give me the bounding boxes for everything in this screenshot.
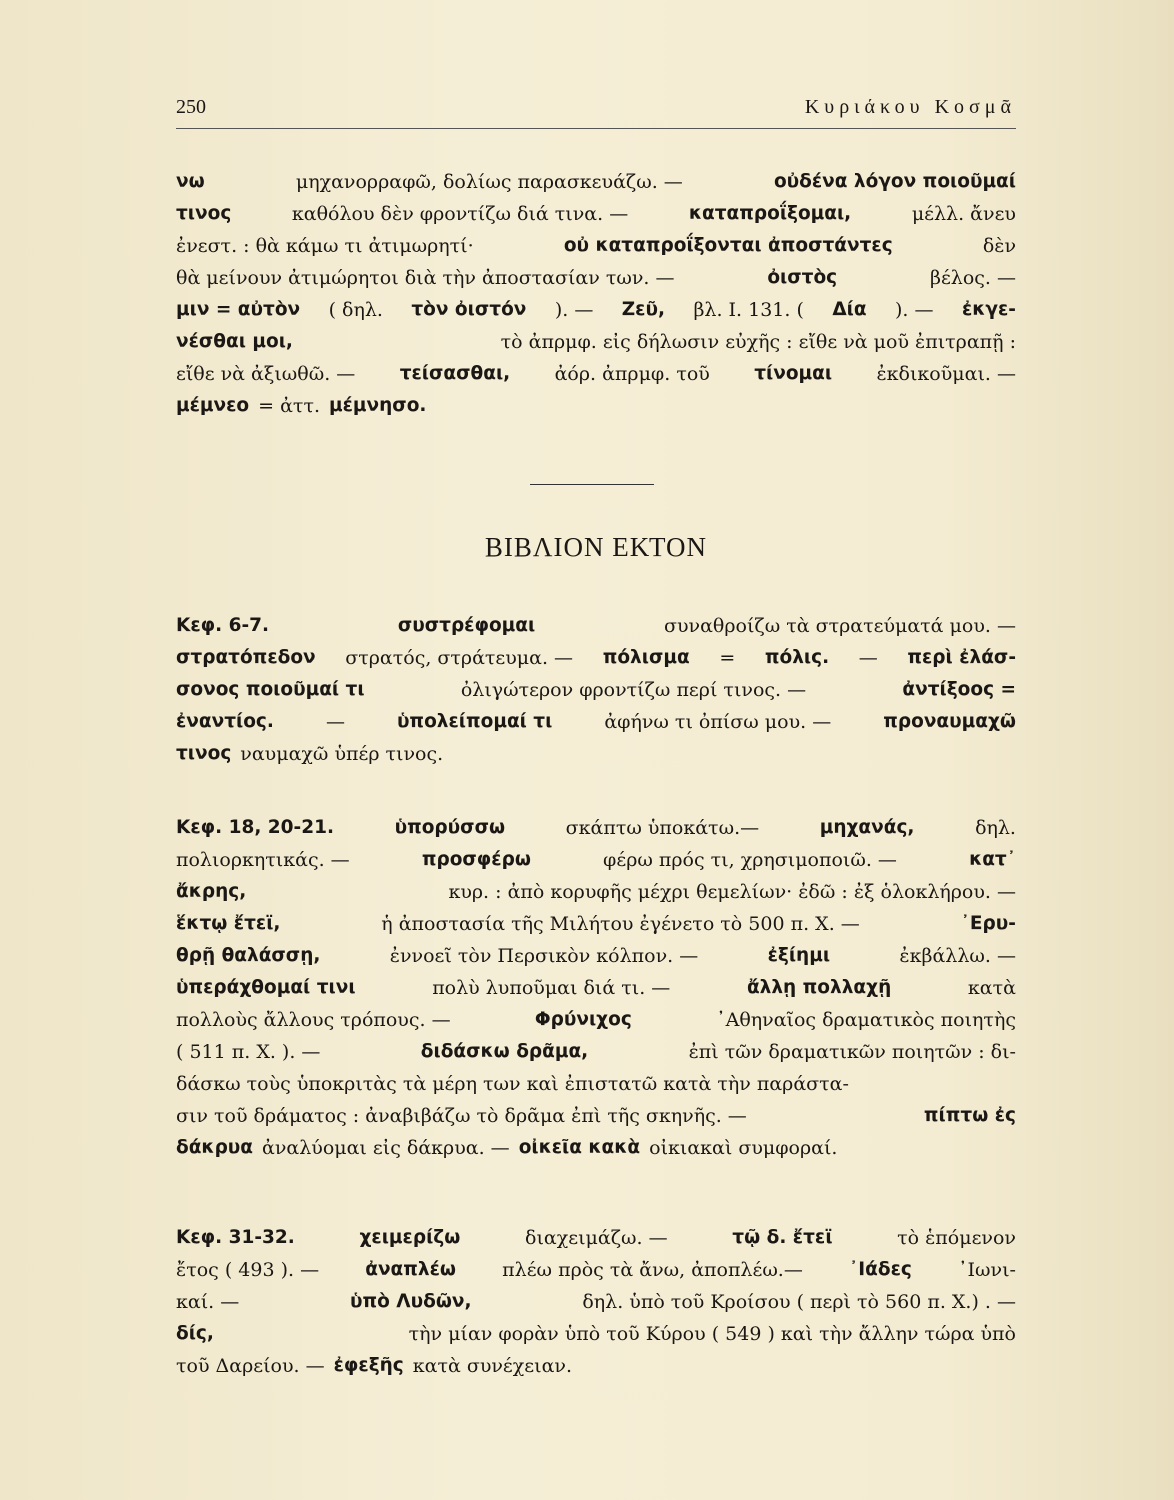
term: τίνομαι [754, 363, 833, 384]
term: διδάσκω δρᾶμα, [420, 1041, 589, 1062]
chapter-ref: Κεφ. 18, 20-21. [176, 817, 334, 838]
text-line [176, 908, 1016, 940]
text-line [176, 610, 1016, 642]
gloss: ). — [895, 299, 934, 321]
gloss: σιν τοῦ δράματος : ἀναβιβάζω τὸ δρᾶμα ἐπὶ τῆς σκηνῆς. — [176, 1105, 747, 1127]
gloss: — [858, 647, 878, 669]
gloss: καθόλου δὲν φροντίζω διά τινα. — [291, 203, 629, 225]
gloss: σκάπτω ὑποκάτω.— [565, 817, 760, 839]
gloss: καί. — [176, 1291, 240, 1313]
text-line [176, 1036, 1016, 1068]
gloss: ὀλιγώτερον φροντίζω περί τινος. — [460, 679, 807, 701]
term: ἄλλῃ πολλαχῇ [746, 977, 892, 998]
gloss: μέλλ. ἄνευ [911, 203, 1016, 225]
term: οἰκεῖα κακὰ [518, 1137, 641, 1158]
text-line [176, 876, 1016, 908]
term: ὑπεράχθομαί τινι [176, 977, 356, 998]
gloss: εἴθε νὰ ἀξιωθῶ. — [176, 363, 356, 385]
gloss: = ἀττ. [258, 395, 320, 417]
gloss: βέλος. — [929, 267, 1016, 289]
gloss: τοῦ Δαρείου. — [176, 1355, 325, 1377]
text-line [176, 706, 1016, 738]
chapter-notes-18-21 [176, 812, 1016, 1164]
gloss: δὲν [982, 235, 1016, 257]
text-line [176, 844, 1016, 876]
text-line [176, 1222, 1016, 1254]
gloss: τὸ ἀπρμφ. εἰς δήλωσιν εὐχῆς : εἴθε νὰ μοῦ ἐπιτραπῇ : [500, 331, 1016, 353]
term: δάκρυα [176, 1137, 254, 1158]
gloss: πλέω πρὸς τὰ ἄνω, ἀποπλέω.— [502, 1259, 803, 1281]
term: ὑπορύσσω [394, 817, 506, 838]
gloss: ἀναλύομαι εἰς δάκρυα. — [262, 1137, 510, 1159]
text-line [176, 1286, 1016, 1318]
text-line [176, 1254, 1016, 1286]
gloss: τὴν μίαν φορὰν ὑπὸ τοῦ Κύρου ( 549 ) καὶ τὴν ἄλλην τώρα ὑπὸ [408, 1323, 1016, 1345]
gloss: κατὰ συνέχειαν. [412, 1355, 572, 1377]
term: ᾽Ιάδες [849, 1259, 912, 1280]
term: ἀντίξοος = [902, 679, 1016, 700]
term: Δία [832, 299, 867, 320]
gloss: κατὰ [967, 977, 1016, 999]
text-line [176, 738, 1016, 770]
gloss: ). — [554, 299, 594, 321]
text-line [176, 358, 1016, 390]
text-line [176, 230, 1016, 262]
gloss: μηχανορραφῶ, δολίως παρασκευάζω. — [295, 171, 683, 193]
term: χειμερίζω [359, 1227, 461, 1248]
text-line [176, 972, 1016, 1004]
term: ἀναπλέω [365, 1259, 456, 1280]
term: περὶ ἐλάσ- [907, 647, 1016, 668]
gloss: ἐννοεῖ τὸν Περσικὸν κόλπον. — [389, 945, 699, 967]
running-head: Κυριάκου Κοσμᾶ [804, 96, 1016, 118]
chapter-ref: Κεφ. 31-32. [176, 1227, 295, 1248]
gloss: στρατός, στράτευμα. — [345, 647, 574, 669]
text-line [176, 642, 1016, 674]
chapter-notes-31-32 [176, 1222, 1016, 1382]
term: σονος ποιοῦμαί τι [176, 679, 365, 700]
term: ἐκγε- [961, 299, 1016, 320]
term: οὐ καταπροΐξονται ἀποστάντες [563, 235, 893, 256]
text-line [176, 166, 1016, 198]
gloss: ἡ ἀποστασία τῆς Μιλήτου ἐγένετο τὸ 500 π. Χ. — [381, 913, 860, 935]
gloss: = [719, 647, 736, 669]
gloss: ἐπὶ τῶν δραματικῶν ποιητῶν : δι- [688, 1041, 1016, 1063]
gloss: δηλ. [975, 817, 1016, 839]
gloss: πολιορκητικάς. — [176, 849, 350, 871]
term: τείσασθαι, [399, 363, 511, 384]
term: τινος [176, 203, 232, 224]
gloss: ἀφήνω τι ὀπίσω μου. — [604, 711, 832, 733]
term: ᾽Ερυ- [960, 913, 1016, 934]
gloss: συναθροίζω τὰ στρατεύματά μου. — [664, 615, 1016, 637]
term: στρατόπεδον [176, 647, 316, 668]
term: προσφέρω [421, 849, 531, 870]
gloss: ἐκδικοῦμαι. — [876, 363, 1016, 385]
page-header [176, 94, 1016, 129]
term: νέσθαι μοι, [176, 331, 293, 352]
term: ἐφεξῆς [333, 1355, 404, 1376]
gloss: ( 511 π. Χ. ). — [176, 1041, 321, 1063]
term: οὐδένα λόγον ποιοῦμαί [773, 171, 1016, 192]
chapter-ref: Κεφ. 6-7. [176, 615, 270, 636]
term: ὑπὸ Λυδῶν, [350, 1291, 472, 1312]
gloss: δηλ. ὑπὸ τοῦ Κροίσου ( περὶ τὸ 560 π. Χ.) . — [582, 1291, 1016, 1313]
term: προναυμαχῶ [883, 711, 1016, 732]
text-line [176, 812, 1016, 844]
term: κατ᾽ [969, 849, 1016, 870]
text-line [176, 326, 1016, 358]
term: νω [176, 171, 205, 192]
gloss: θὰ μείνουν ἀτιμώρητοι διὰ τὴν ἀποστασίαν των. — [176, 267, 675, 289]
gloss: ἐκβάλλω. — [899, 945, 1016, 967]
intro-notes [176, 166, 1016, 422]
text-line [176, 1318, 1016, 1350]
term: ἐναντίος. [176, 711, 274, 732]
text-line [176, 940, 1016, 972]
text-line [176, 294, 1016, 326]
text-line [176, 1004, 1016, 1036]
text-line [176, 1100, 1016, 1132]
term: μέμνεο [176, 395, 250, 416]
gloss: τὸ ἑπόμενον [897, 1227, 1016, 1249]
gloss: ᾽Ιωνι- [958, 1259, 1016, 1281]
gloss: ἐνεστ. : θὰ κάμω τι ἀτιμωρητί· [176, 235, 474, 257]
gloss: ἀόρ. ἀπρμφ. τοῦ [554, 363, 710, 385]
page-number: 250 [176, 96, 206, 118]
gloss: οἰκιακαὶ συμφοραί. [649, 1137, 838, 1159]
term: ἄκρης, [176, 881, 247, 902]
gloss: κυρ. : ἀπὸ κορυφῆς μέχρι θεμελίων· ἐδῶ : ἐξ ὁλοκλήρου. — [448, 881, 1016, 903]
text-line [176, 1068, 1016, 1100]
term: ὑπολείπομαί τι [396, 711, 553, 732]
term: τὸν ὀιστόν [411, 299, 527, 320]
term: ἕκτῳ ἔτεϊ, [176, 913, 281, 934]
gloss: διαχειμάζω. — [525, 1227, 668, 1249]
term: τινος [176, 743, 232, 764]
gloss: πολλοὺς ἄλλους τρόπους. — [176, 1009, 451, 1031]
gloss: φέρω πρός τι, χρησιμοποιῶ. — [603, 849, 897, 871]
term: μέμνησο. [329, 395, 427, 416]
text-line [176, 1350, 1016, 1382]
term: ἐξίημι [767, 945, 831, 966]
gloss: ναυμαχῶ ὑπέρ τινος. [240, 743, 444, 765]
term: πίπτω ἐς [923, 1105, 1016, 1126]
term: καταπροΐξομαι, [688, 203, 852, 224]
term: Φρύνιχος [534, 1009, 632, 1030]
term: μιν = αὐτὸν [176, 299, 301, 320]
section-divider [530, 484, 654, 485]
text-line [176, 390, 1016, 422]
term: πόλις. [764, 647, 830, 668]
term: μηχανάς, [819, 817, 915, 838]
term: δίς, [176, 1323, 214, 1344]
text-line [176, 674, 1016, 706]
text-line [176, 1132, 1016, 1164]
term: πόλισμα [602, 647, 690, 668]
book-title: ΒΙΒΛΙΟΝ ΕΚΤΟΝ [484, 532, 708, 562]
term: ὀιστὸς [767, 267, 838, 288]
chapter-notes-6-7 [176, 610, 1016, 770]
term: συστρέφομαι [397, 615, 536, 636]
term: τῷ δ. ἔτεϊ [732, 1227, 833, 1248]
text-line [176, 262, 1016, 294]
gloss: ᾽Αθηναῖος δραματικὸς ποιητὴς [716, 1009, 1016, 1031]
text-line [176, 198, 1016, 230]
term: θρῇ θαλάσσῃ, [176, 945, 321, 966]
gloss: βλ. Ι. 131. ( [693, 299, 804, 321]
gloss: — [325, 711, 345, 733]
term: Ζεῦ, [621, 299, 665, 320]
gloss: πολὺ λυποῦμαι διά τι. — [432, 977, 671, 999]
gloss: ( δηλ. [328, 299, 383, 321]
gloss: δάσκω τοὺς ὑποκριτὰς τὰ μέρη των καὶ ἐπιστατῶ κατὰ τὴν παράστα- [176, 1073, 849, 1095]
gloss: ἔτος ( 493 ). — [176, 1259, 320, 1281]
